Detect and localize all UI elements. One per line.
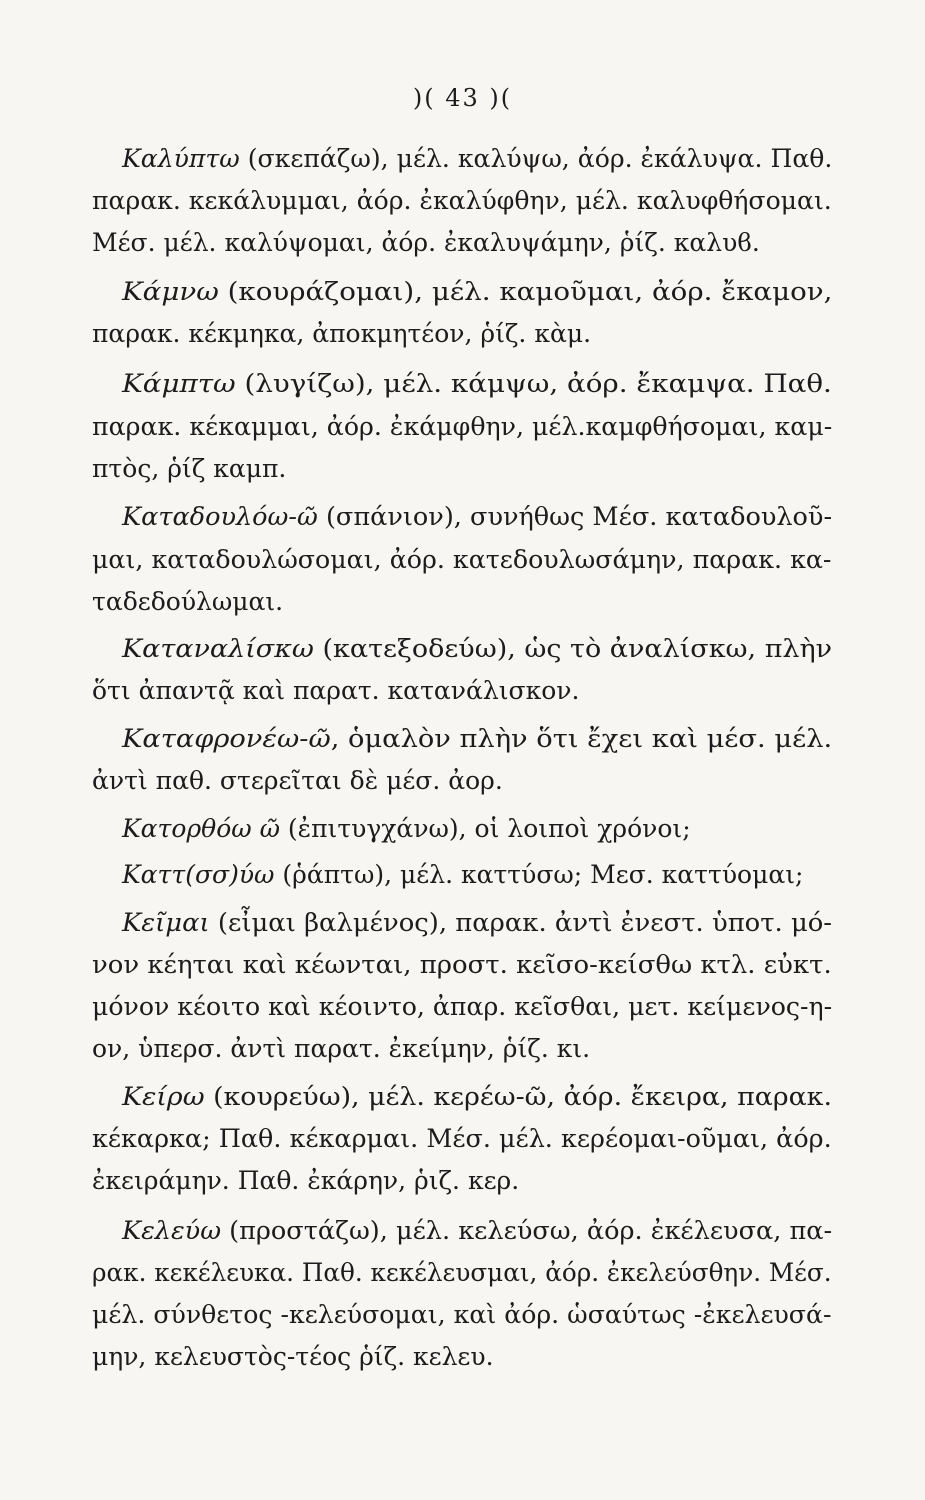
entry-line	[92, 317, 591, 351]
entry-text: Μέσ. μέλ. καλύψομαι, ἀόρ. ἐκαλυψάμην, ῥίζ. καλυϐ.	[92, 228, 760, 257]
page-number: )( 43 )(	[412, 84, 513, 112]
entry-text: (σπάνιον), συνήθως Μέσ. καταδουλοῦ-	[317, 502, 833, 531]
entry-line	[92, 990, 832, 1024]
entry-line	[92, 585, 283, 619]
entry-line	[122, 142, 832, 176]
entry-headword: Κεῖμαι	[122, 908, 210, 937]
entry-headword: Καττ(σσ)ύω	[122, 860, 275, 889]
entry-text: μην, κελευστὸς-τέος ῥίζ. κελευ.	[92, 1342, 494, 1371]
entry-line	[122, 632, 832, 666]
entry-text: μόνον κέοιτο καὶ κέοιντο, ἀπαρ. κεῖσθαι, μετ. κείμενος-η-	[92, 992, 833, 1021]
entry-text: πτὸς, ῥίζ καμπ.	[92, 454, 287, 483]
entry-line	[92, 948, 832, 982]
entry-line	[92, 1298, 831, 1332]
entry-line	[92, 1164, 519, 1198]
entry-headword: Καταναλίσκω	[122, 634, 314, 663]
entry-line	[122, 275, 832, 309]
entry-text: κέκαρκα; Παθ. κέκαρμαι. Μέσ. μέλ. κερέομαι-οῦμαι, ἀόρ.	[92, 1124, 832, 1153]
entry-line	[92, 184, 832, 218]
entry-line	[92, 1340, 494, 1374]
entry-line	[122, 1080, 832, 1114]
entry-headword: Κελεύω	[122, 1216, 222, 1245]
entry-text: ταδεδούλωμαι.	[92, 587, 284, 616]
entry-line	[122, 500, 832, 534]
entry-line	[92, 543, 831, 577]
entry-headword: Κάμνω	[122, 277, 219, 306]
entry-line	[122, 812, 691, 846]
entry-text: (λυγίζω), μέλ. κάμψω, ἀόρ. ἔκαμψα. Παθ.	[235, 369, 832, 398]
entry-headword: Καταφρονέω-ῶ	[122, 724, 331, 753]
entry-text: (ῥάπτω), μέλ. καττύσω; Μεσ. καττύομαι;	[274, 860, 804, 889]
entry-headword: Κάμπτω	[122, 369, 236, 398]
entry-line	[92, 452, 286, 486]
entry-text: (κατεξοδεύω), ὡς τὸ ἀναλίσκω, πλὴν	[313, 634, 833, 663]
entry-text: (εἶμαι βαλμένος), παρακ. ἀντὶ ἐνεστ. ὑποτ. μό-	[209, 908, 833, 937]
entry-line	[92, 1122, 832, 1156]
entry-text: ἀντὶ παθ. στερεῖται δὲ μέσ. ἀορ.	[92, 766, 503, 795]
entry-text: , ὁμαλὸν πλὴν ὅτι ἔχει καὶ μέσ. μέλ.	[330, 724, 833, 753]
entry-text: παρακ. κέκμηκα, ἀποκμητέον, ῥίζ. κὰμ.	[92, 319, 592, 348]
entry-line	[122, 858, 803, 892]
entry-line	[92, 1256, 832, 1290]
entry-text: (κουράζομαι), μέλ. καμοῦμαι, ἀόρ. ἔκαμον,	[218, 277, 833, 306]
entry-line	[92, 410, 832, 444]
entry-text: νον κέηται καὶ κέωνται, προστ. κεῖσο-κείσθω κτλ. εὐκτ.	[92, 950, 832, 979]
entry-headword: Κατορθόω ῶ	[122, 814, 280, 843]
entry-text: παρακ. κέκαμμαι, ἀόρ. ἐκάμφθην, μέλ.καμφθήσομαι, καμ-	[92, 412, 833, 441]
entry-line	[122, 906, 832, 940]
entry-text: (ἐπιτυγχάνω), οἱ λοιποὶ χρόνοι;	[279, 814, 691, 843]
entry-headword: Καλύπτω	[122, 144, 240, 173]
entry-line	[122, 367, 832, 401]
entry-text: ρακ. κεκέλευκα. Παθ. κεκέλευσμαι, ἀόρ. ἐκελεύσθην. Μέσ.	[92, 1258, 832, 1287]
entry-text: (προστάζω), μέλ. κελεύσω, ἀόρ. ἐκέλευσα, πα-	[221, 1216, 833, 1245]
entry-text: ἐκειράμην. Παθ. ἐκάρην, ῥιζ. κερ.	[92, 1166, 520, 1195]
entry-headword: Καταδουλόω-ῶ	[122, 502, 318, 531]
entry-line	[92, 1032, 590, 1066]
entry-line	[122, 722, 832, 756]
entry-text: (σκεπάζω), μέλ. καλύψω, ἀόρ. ἐκάλυψα. Παθ.	[239, 144, 833, 173]
entry-headword: Κείρω	[122, 1082, 205, 1111]
entry-line	[92, 764, 503, 798]
entry-line	[92, 674, 579, 708]
entry-text: (κουρεύω), μέλ. κερέω-ῶ, ἀόρ. ἔκειρα, παρακ.	[204, 1082, 832, 1111]
entry-line	[92, 226, 760, 260]
entry-text: ον, ὑπερσ. ἀντὶ παρατ. ἐκείμην, ῥίζ. κι.	[92, 1034, 591, 1063]
entry-text: μέλ. σύνθετος -κελεύσομαι, καὶ ἀόρ. ὡσαύτως -ἐκελευσά-	[92, 1300, 832, 1329]
entry-text: μαι, καταδουλώσομαι, ἀόρ. κατεδουλωσάμην, παρακ. κα-	[92, 545, 832, 574]
entry-line	[122, 1214, 832, 1248]
entry-text: ὅτι ἀπαντᾷ καὶ παρατ. κατανάλισκον.	[92, 676, 580, 705]
entry-text: παρακ. κεκάλυμμαι, ἀόρ. ἐκαλύφθην, μέλ. καλυφθήσομαι.	[92, 186, 832, 215]
